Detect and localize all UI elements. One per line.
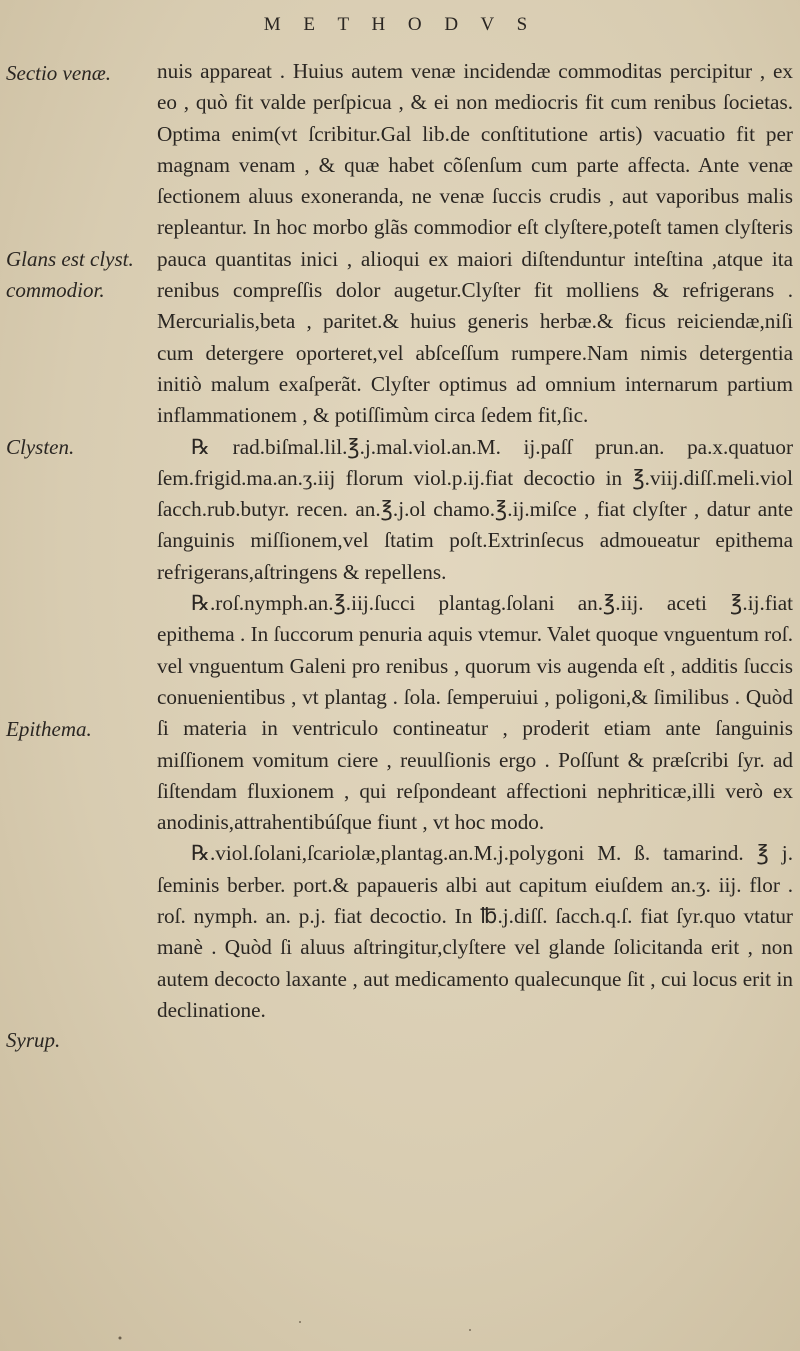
recipe-paragraph: ℞.roſ.nymph.an.℥.iij.ſucci plantag.ſolani an.℥.iij. aceti ℥.ij.fiat epithema . In ſuccorum penuria aquis vtemur. Valet quoque vnguentum roſ. vel vnguentum Galeni pro renibus , quorum vis augenda eſt , additis ſuccis conuenientibus , vt plantag . ſola. ſemperuiui , poligoni,& ſimilibus . Quòd ſi materia in ventriculo contineatur , proderit etiam ante ſanguinis miſſionem vomitum ciere , reuulſionis ergo . Poſſunt & præſcribi ſyr. ad ſiſtendam fluxionem , qui reſpondeant affectioni nephriticæ,illi verò ex anodinis,attrahentibúſque fiunt , vt hoc modo. [157, 591, 793, 835]
recipe-paragraph: ℞ rad.biſmal.lil.℥.j.mal.viol.an.M. ij.paſſ prun.an. pa.x.quatuor ſem.frigid.ma.an.ʒ.iij florum viol.p.ij.fiat decoctio in ℥.viij.diſſ.meli.viol ſacch.rub.butyr. recen. an.℥.j.ol chamo.℥.ij.miſce , fiat clyſter , datur ante ſanguinis miſſionem,vel ſtatim poſt.Extrinſecus admoueatur epithema refrigerans,aſtringens & repellens. [157, 434, 793, 584]
body-text [157, 56, 793, 1026]
margin-note: Clysten. [6, 435, 75, 459]
paper-specks [0, 1310, 800, 1350]
margin-note: Syrup. [6, 1028, 61, 1052]
margin-note: Glans est clyst. commodior. [6, 247, 134, 302]
margin-note: Epithema. [6, 717, 92, 741]
margin-note: Sectio venæ. [6, 61, 111, 85]
margin-notes [0, 0, 150, 1351]
recipe-paragraph: ℞.viol.ſolani,ſcariolæ,plantag.an.M.j.polygoni M. ß. tamarind. ℥ j. ſeminis berber. port.& papaueris albi aut capitum eiuſdem an.ʒ. iij. flor . roſ. nymph. an. p.j. fiat decoctio. In ℔.j.diſſ. ſacch.q.ſ. fiat ſyr.quo vtatur manè . Quòd ſi aluus aſtringitur,clyſtere vel glande ſolicitanda erit , non autem decocto laxante , aut medicamento qualecunque ſit , cui locus erit in declinatione. [157, 841, 793, 1022]
paragraph: nuis appareat . Huius autem venæ incidendæ commoditas percipitur , ex eo , quò fit valde perſpicua , & ei non mediocris fit cum renibus ſocietas. Optima enim(vt ſcribitur.Gal lib.de conſtitutione artis) vacuatio fit per magnam venam , & quæ habet cõſenſum cum parte affecta. Ante venæ ſectionem aluus exoneranda, ne venæ ſuccis crudis , aut vaporibus malis repleantur. In hoc morbo glãs commodior eſt clyſtere,poteſt tamen clyſteris pauca quantitas inici , alioqui ex maiori diſtenduntur inteſtina ,atque ita renibus compreſſis dolor augetur.Clyſter fit molliens & refrigerans . Mercurialis,beta , paritet.& huius generis herbæ.& ficus reiciendæ,niſi cum detergere oporteret,vel abſceſſum rumpere.Nam nimis detergentia initiò malum exaſperãt. Clyſter optimus ad omnium internarum partium inflammationem , & potiſſimùm circa ſedem fit,ſic. [157, 59, 793, 428]
running-head: M E T H O D V S [263, 14, 537, 35]
